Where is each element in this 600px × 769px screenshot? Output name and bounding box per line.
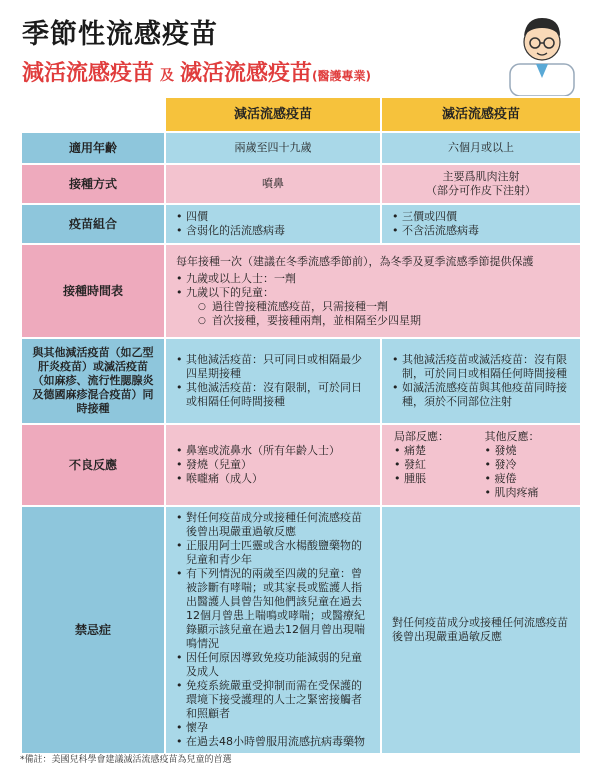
systemic-reactions: [484, 430, 568, 500]
header-live: 減活流感疫苗: [165, 97, 381, 132]
subtitle-note: (醫護專業): [312, 69, 372, 83]
list-item: [176, 286, 570, 328]
list-item: • 對任何疫苗成分或接種任何流感疫苗後曾出現嚴重過敏反應: [176, 511, 370, 539]
list-item: ○ 首次接種，要接種兩劑，並相隔至少四星期: [198, 314, 570, 328]
list-item: • 腫脹: [394, 472, 478, 486]
footnote: *備註：美國兒科學會建議滅活流感疫苗為兒童的首選: [20, 755, 232, 765]
composition-inactivated: [381, 204, 581, 244]
list-item: • 疲倦: [484, 472, 568, 486]
list-item: • 鼻塞或流鼻水（所有年齡人士）: [176, 444, 370, 458]
coadmin-inactivated: [381, 338, 581, 424]
row-method: [21, 164, 581, 204]
list-item: • 發紅: [394, 458, 478, 472]
list-item: • 三價或四價: [392, 210, 570, 224]
adverse-live: [165, 424, 381, 506]
method-inactivated-line2: （部分可作皮下注射）: [426, 184, 536, 197]
row-label-composition: 疫苗組合: [21, 204, 165, 244]
age-inactivated: 六個月或以上: [381, 132, 581, 164]
local-reactions-title: 局部反應：: [394, 430, 449, 443]
row-age: [21, 132, 581, 164]
row-adverse: [21, 424, 581, 506]
method-live: 噴鼻: [165, 164, 381, 204]
list-item: • 發冷: [484, 458, 568, 472]
list-item: • 正服用阿士匹靈或含水楊酸鹽藥物的兒童和青少年: [176, 539, 370, 567]
list-item: • 含弱化的活流感病毒: [176, 224, 370, 238]
coadmin-live: [165, 338, 381, 424]
row-schedule: [21, 244, 581, 338]
age-live: 兩歲至四十九歲: [165, 132, 381, 164]
row-label-adverse: 不良反應: [21, 424, 165, 506]
list-item: • 九歲或以上人士：一劑: [176, 272, 570, 286]
page-header: [0, 0, 600, 95]
row-label-schedule: 接種時間表: [21, 244, 165, 338]
page-title: 季節性流感疫苗: [22, 19, 218, 50]
schedule-intro: 每年接種一次（建議在冬季流感季節前），為冬季及夏季流感季節提供保護: [176, 254, 534, 268]
row-label-age: 適用年齡: [21, 132, 165, 164]
header-inactivated: 滅活流感疫苗: [381, 97, 581, 132]
row-contraindications: [21, 506, 581, 754]
systemic-reactions-title: 其他反應：: [484, 430, 540, 443]
composition-live: [165, 204, 381, 244]
list-item: • 其他減活疫苗：只可同日或相隔最少四星期接種: [176, 353, 370, 381]
row-label-coadmin: 與其他減活疫苗（如乙型肝炎疫苗）或滅活疫苗（如麻疹、流行性腮腺炎及德國麻疹混合疫苗）同時接種: [21, 338, 165, 424]
schedule-content: [165, 244, 581, 338]
row-coadmin: [21, 338, 581, 424]
list-item: • 肌肉疼痛: [484, 486, 568, 500]
list-item: • 如滅活流感疫苗與其他疫苗同時接種，須於不同部位注射: [392, 381, 570, 409]
row-label-method: 接種方式: [21, 164, 165, 204]
list-item: • 在過去48小時曾服用流感抗病毒藥物: [176, 735, 370, 749]
list-item: • 痛楚: [394, 444, 478, 458]
list-item: • 喉嚨痛（成人）: [176, 472, 370, 486]
list-item: • 發燒（兒童）: [176, 458, 370, 472]
table-header-row: [21, 97, 581, 132]
list-item: • 不含活流感病毒: [392, 224, 570, 238]
list-item: • 免疫系統嚴重受抑制而需在受保護的環境下接受護理的人士之緊密接觸者和照顧者: [176, 679, 370, 721]
schedule-under9: 九歲以下的兒童：: [186, 285, 274, 299]
list-item: ○ 過往曾接種流感疫苗，只需接種一劑: [198, 300, 570, 314]
row-composition: [21, 204, 581, 244]
list-item: • 其他減活疫苗或滅活疫苗：沒有限制，可於同日或相隔任何時間接種: [392, 353, 570, 381]
list-item: • 發燒: [484, 444, 568, 458]
contra-live: [165, 506, 381, 754]
method-inactivated-line1: 主要爲肌肉注射: [442, 170, 520, 183]
method-inactivated: [381, 164, 581, 204]
list-item: • 懷孕: [176, 721, 370, 735]
list-item: • 其他滅活疫苗：沒有限制，可於同日或相隔任何時間接種: [176, 381, 370, 409]
vaccine-comparison-table: [20, 96, 582, 755]
page-subtitle: [22, 56, 371, 87]
doctor-illustration-icon: [502, 6, 582, 96]
local-reactions: [394, 430, 478, 500]
row-label-contraindications: 禁忌症: [21, 506, 165, 754]
subtitle-live: 減活流感疫苗: [22, 61, 155, 86]
adverse-inactivated: [381, 424, 581, 506]
list-item: • 四價: [176, 210, 370, 224]
subtitle-inactivated: 滅活流感疫苗: [180, 61, 313, 86]
list-item: • 有下列情況的兩歲至四歲的兒童：曾被診斷有哮喘；或其家長或監護人指出醫護人員曾告知他們該兒童在過去12個月曾患上喘鳴或哮喘；或醫療紀錄顯示該兒童在過去12個月曾出現喘鳴情況: [176, 567, 370, 651]
list-item: • 因任何原因導致免疫功能減弱的兒童及成人: [176, 651, 370, 679]
subtitle-and: 及: [160, 68, 175, 84]
header-empty-cell: [21, 97, 165, 132]
contra-inactivated: 對任何疫苗成分或接種任何流感疫苗後曾出現嚴重過敏反應: [381, 506, 581, 754]
